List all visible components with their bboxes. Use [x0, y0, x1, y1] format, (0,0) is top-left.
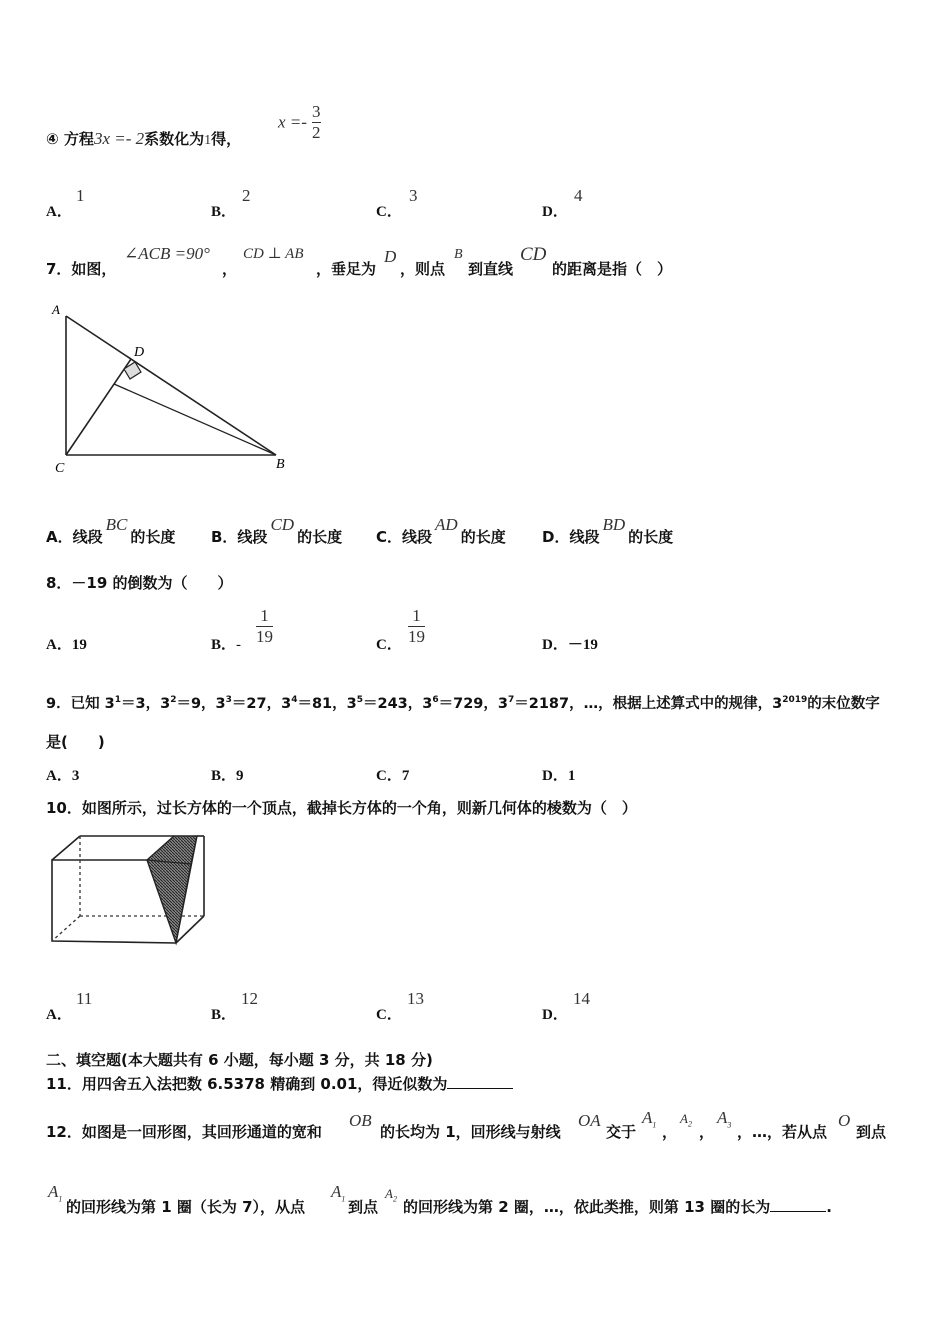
q12-a2: $A_2$ [680, 1111, 692, 1129]
q6-option-a-value: 1 [76, 186, 85, 205]
q6-option-c-value: 3 [409, 186, 418, 205]
q12-line1-a: 12．如图是一回形图，其回形通道的宽和 [46, 1123, 322, 1141]
q10-stem: 10．如图所示，过长方体的一个顶点，截掉长方体的一个角，则新几何体的棱数为（ ） [46, 799, 637, 817]
edge-top-left [52, 836, 80, 860]
q7-option-c[interactable]: C．线段AD的长度 [376, 515, 506, 546]
q10-option-d[interactable]: D． [542, 1007, 568, 1023]
q7-text3: 到直线 [468, 260, 514, 278]
q12-a3: $A_3$ [717, 1108, 732, 1130]
q12-point-o: O [838, 1111, 851, 1130]
q12-answer-blank [770, 1197, 826, 1212]
fraction-three-halves: $\frac{3}{2}$ [312, 102, 321, 142]
q12-ob: OB [349, 1111, 372, 1130]
label-a: A [52, 302, 60, 317]
q10-option-c-value: 13 [407, 989, 424, 1008]
label-b: B [276, 457, 285, 472]
q12-line1-c: 交于 [606, 1123, 637, 1141]
label-d: D [134, 345, 145, 360]
cut-corner-face [147, 836, 197, 943]
q12-line1-b: 的长均为 1，回形线与射线 [380, 1123, 561, 1141]
q6-item4-equation: 3x =- 2 [93, 129, 145, 148]
q10-option-a-value: 11 [76, 989, 93, 1008]
q8-option-c-letter[interactable]: C． [376, 637, 402, 653]
q7-perp: CD ⊥ AB [243, 246, 304, 262]
q10-option-d-value: 14 [573, 989, 590, 1008]
q8-option-c-fraction: $\frac{1}{19}$ [408, 606, 425, 646]
q7-option-d[interactable]: D．线段BD的长度 [542, 515, 674, 546]
q8-option-a[interactable]: A．19 [46, 637, 87, 653]
q12-line1-d: ，…，若从点 [737, 1123, 828, 1141]
q12-line2-a: 的回形线为第 1 圈（长为 7），从点 [66, 1198, 306, 1216]
q7-point-b: B [454, 247, 463, 262]
q11-stem: 11．用四舍五入法把数 6.5378 精确到 0.01，得近似数为 [46, 1073, 513, 1094]
q12-comma-2: ， [699, 1123, 715, 1141]
q6-option-b-value: 2 [242, 186, 251, 205]
q7-point-d: D [384, 247, 397, 266]
q12-line2-a2: $A_2$ [385, 1186, 397, 1204]
hidden-edge-diagonal [52, 916, 80, 941]
q7-text4: 的距离是指（ ） [552, 260, 673, 278]
q12-line1-e: 到点 [856, 1123, 887, 1141]
q7-option-b[interactable]: B．线段CD的长度 [211, 515, 343, 546]
q12-comma-1: ， [662, 1123, 678, 1141]
q6-option-b[interactable]: B． [211, 204, 237, 220]
q10-option-b-value: 12 [241, 989, 258, 1008]
q10-option-a[interactable]: A． [46, 1007, 72, 1023]
q7-sep: ， [222, 260, 238, 278]
q6-item4-result: x =- $\frac{3}{2}$ [278, 102, 321, 142]
q12-oa: OA [578, 1111, 601, 1130]
q8-option-b-letter[interactable]: B．- [211, 637, 242, 653]
q9-option-b[interactable]: B．9 [211, 768, 244, 784]
q8-stem: 8．－19 的倒数为（ ） [46, 574, 233, 592]
q9-stem-line2: 是( ) [46, 733, 105, 751]
q9-option-c[interactable]: C．7 [376, 768, 410, 784]
q12-line2-a1: $A_1$ [48, 1182, 63, 1204]
q7-line-cd: CD [520, 244, 547, 265]
q7-option-a[interactable]: A．线段BC的长度 [46, 515, 176, 546]
q12-line2-a1b: $A_1$ [331, 1182, 346, 1204]
q9-option-a[interactable]: A．3 [46, 768, 80, 784]
q7-angle: ∠ACB =90° [124, 244, 210, 263]
q6-option-d[interactable]: D． [542, 204, 568, 220]
segment-to-b [114, 384, 276, 455]
q6-item4-label: ④ 方程3x =- 2系数化为1得， [46, 129, 242, 148]
q10-option-b[interactable]: B． [211, 1007, 237, 1023]
q7-stem-number: 7．如图， [46, 260, 117, 278]
q9-option-d[interactable]: D．1 [542, 768, 576, 784]
q12-a1: $A_1$ [642, 1108, 657, 1130]
segment-cd [66, 359, 131, 455]
q6-option-c[interactable]: C． [376, 204, 402, 220]
q11-answer-blank [447, 1074, 513, 1089]
q6-option-a[interactable]: A． [46, 204, 72, 220]
q8-option-b-fraction: $\frac{1}{19}$ [256, 606, 273, 646]
q12-line2-c: 的回形线为第 2 圈，…，依此类推，则第 13 圈的长为 . [403, 1198, 832, 1216]
q7-text2: ，则点 [400, 260, 446, 278]
q8-option-d[interactable]: D．－19 [542, 637, 598, 653]
q9-stem-line1: 9．已知 $3^1=3$，$3^2=9$，$3^3=27$，$3^4=81$，$3^5=243$，$3^6=729$，$3^7=2187$，…，根据上述算式中的规律，$3^{2019}$的末位数字 [46, 695, 880, 712]
triangle-figure [44, 298, 304, 478]
cuboid-figure [46, 828, 211, 950]
segment-ab [66, 316, 276, 455]
q6-option-d-value: 4 [574, 186, 583, 205]
label-c: C [55, 461, 65, 476]
section2-title: 二、填空题(本大题共有 6 小题，每小题 3 分，共 18 分) [46, 1051, 433, 1069]
q10-option-c[interactable]: C． [376, 1007, 402, 1023]
q12-line2-b: 到点 [348, 1198, 379, 1216]
q7-text1: ，垂足为 [316, 260, 377, 278]
